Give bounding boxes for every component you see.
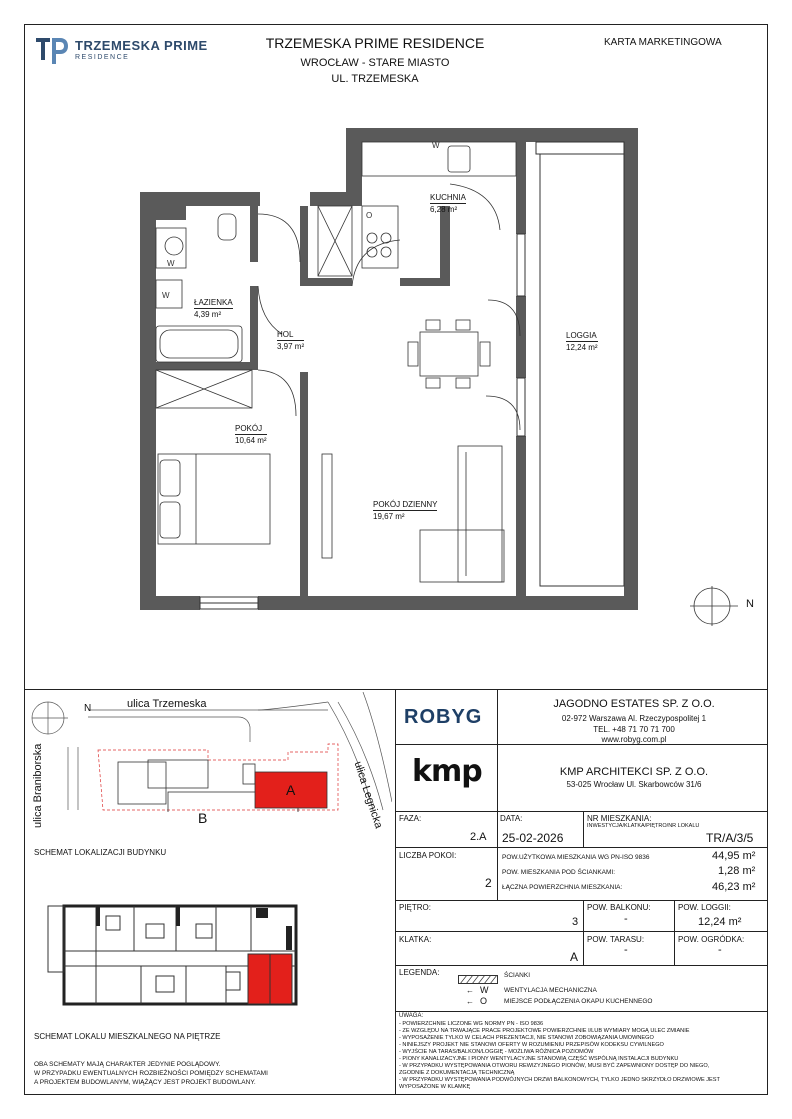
room-name: HOL [277,330,304,341]
note-line: - WYJŚCIE NA TARAS/BALKON/LOGGIĘ - MOŻLIWA RÓŻNICA POZIOMÓW [399,1049,594,1055]
note-line: - NINIEJSZY PROJEKT NIE STANOWI OFERTY W ROZUMIENIU PRZEPISÓW KODEKSU CYWILNEGO [399,1042,664,1048]
floor-schema-caption: SCHEMAT LOKALU MIESZKALNEGO NA PIĘTRZE [34,1032,221,1041]
note-line: - W PRZYPADKU WYSTĘPOWANIA OTWORU REWIZYJNEGO PIONÓW, MUSI BYĆ ZAPEWNIONY DOSTĘP DO NIEGO, [399,1063,710,1069]
partition-area-label: POW. MIESZKANIA POD ŚCIANKAMI: [502,869,616,876]
row-divider [395,965,768,966]
building-a-label: A [286,782,296,798]
row-divider [395,1011,768,1012]
row-divider [395,931,768,932]
room-area: 10,64 m² [235,436,267,445]
partition-area-value: 1,28 m² [718,865,756,877]
rooms-value: 2 [485,876,492,890]
hatch-icon [458,971,498,980]
room-label-bathroom [194,298,233,319]
developer-logo: ROBYG [404,706,483,728]
developer-name: JAGODNO ESTATES SP. Z O.O. [553,698,715,710]
total-area-label: ŁĄCZNA POWIERZCHNIA MIESZKANIA: [502,884,623,891]
loggia-value: 12,24 m² [698,916,742,928]
terrace-value: - [624,944,628,956]
garden-value: - [718,944,722,956]
room-label-living-room [373,500,437,521]
data-value: 25-02-2026 [502,831,564,845]
location-line: WROCŁAW - STARE MIASTO [300,57,450,69]
disclaimer-line: W PRZYPADKU EWENTUALNYCH ROZBIEŻNOŚCI POMIĘDZY SCHEMATAMI [34,1070,268,1077]
faza-value: 2.A [470,831,487,843]
room-label-kitchen [430,193,466,214]
document-type: KARTA MARKETINGOWA [604,37,722,48]
arrow-left-icon: ← [466,986,474,995]
location-caption: SCHEMAT LOKALIZACJI BUDYNKU [34,848,167,857]
room-label-bedroom [235,424,267,445]
col-divider [674,900,675,965]
brand-name: TRZEMESKA PRIME [75,38,208,53]
garden-label: POW. OGRÓDKA: [678,935,745,944]
plan-compass-label: N [746,598,754,610]
section-divider [24,689,768,690]
svg-text:W: W [432,141,440,150]
balcony-value: - [624,913,628,925]
row-divider [395,900,768,901]
legend-w-symbol: W [480,985,489,995]
room-name: POKÓJ DZIENNY [373,500,438,509]
room-name: KUCHNIA [430,193,467,202]
row-divider [395,847,768,848]
street-top: ulica Trzemeska [127,698,207,710]
usable-area-value: 44,95 m² [712,850,756,862]
street-line: UL. TRZEMESKA [331,73,419,85]
architect-logo: kmp [412,754,482,789]
note-line: - POWIERZCHNIE LICZONE WG NORMY PN - ISO 9836 [399,1021,544,1027]
legend-label: LEGENDA: [399,968,440,977]
room-area: 12,24 m² [566,343,598,352]
architect-address: 53-025 Wrocław Ul. Skarbowców 31/6 [566,780,702,789]
col-divider [583,811,584,847]
room-area: 6,28 m² [430,205,458,214]
rooms-label: LICZBA POKOI: [399,851,457,860]
room-name: ŁAZIENKA [194,298,233,307]
developer-phone: TEL. +48 71 70 71 700 [593,725,675,734]
loggia-label: POW. LOGGII: [678,903,731,912]
floor-value: 3 [572,916,579,928]
balcony-label: POW. BALKONU: [587,903,651,912]
location-compass-label: N [84,703,92,714]
col-divider [583,900,584,965]
legend-walls: ŚCIANKI [504,972,531,979]
developer-address: 02-972 Warszawa Al. Rzeczypospolitej 1 [561,714,707,723]
svg-text:O: O [366,211,373,220]
note-line: - ZE WZGLĘDU NA TRWAJĄCE PRACE PROJEKTOWE POWIERZCHNIE I/LUB WYMIARY MOGĄ ULEC ZMIANIE [399,1028,690,1034]
staircase-value: A [570,950,579,964]
nr-label: NR MIESZKANIA: [587,814,652,823]
note-line: - PIONY KANALIZACYJNE I PIONY WENTYLACYJNE STANOWIĄ CZĘŚĆ WSPÓLNĄ INSTALACJI BUDYNKU [399,1056,679,1062]
room-name: LOGGIA [566,331,597,340]
floor-label: PIĘTRO: [399,903,432,912]
architect-name: KMP ARCHITEKCI SP. Z O.O. [559,766,709,778]
arrow-left-icon: ← [466,997,474,1006]
legend-o-symbol: O [480,996,488,1006]
usable-area-label: POW.UŻYTKOWA MIESZKANIA WG PN-ISO 9836 [502,854,650,861]
notes-title: UWAGA: [399,1013,424,1019]
legend-ventilation: WENTYLACJA MECHANICZNA [504,987,597,994]
room-label-hall [277,330,304,351]
building-b-label: B [198,810,208,826]
floor-schema [46,896,302,1012]
faza-label: FAZA: [399,814,422,823]
disclaimer-line: OBA SCHEMATY MAJĄ CHARAKTER JEDYNIE POGLĄDOWY. [34,1061,221,1068]
street-left: ulica Braniborska [32,743,44,828]
room-label-loggia [566,331,598,352]
legend-hood: MIEJSCE PODŁĄCZENIA OKAPU KUCHENNEGO [504,998,653,1005]
row-divider [395,811,768,812]
note-line: - WYPOSAŻENIE TYLKO W CELACH PREZENTACJI, NIE STANOWI ZOBOWIĄZANIA UMOWNEGO [399,1035,654,1041]
room-area: 19,67 m² [373,512,405,521]
floor-plan [130,120,650,620]
terrace-label: POW. TARASU: [587,935,645,944]
brand-sub: RESIDENCE [75,54,130,61]
developer-web: www.robyg.com.pl [601,735,667,744]
room-area: 4,39 m² [194,310,222,319]
svg-text:W: W [167,259,175,268]
location-map [28,692,392,812]
note-line: WYPOSAŻONE W KLAMKĘ [399,1084,471,1090]
col-divider [497,811,498,847]
total-area-value: 46,23 m² [712,881,756,893]
nr-sublabel: INWESTYCJA/KLATKA/PIĘTRO/NR LOKALU [587,823,700,829]
plan-compass-icon [690,586,738,626]
disclaimer-line: A PROJEKTEM BUDOWLANYM, WIĄŻĄCY JEST PROJEKT BUDOWLANY. [34,1079,256,1086]
column-divider [395,689,396,1095]
page-title: TRZEMESKA PRIME RESIDENCE [265,35,485,51]
row-divider [395,744,768,745]
svg-text:W: W [162,291,170,300]
staircase-label: KLATKA: [399,935,432,944]
note-line: - W PRZYPADKU WYSTĘPOWANIA PODWÓJNYCH DRZWI BALKONOWYCH, TYLKO JEDNO SKRZYDŁO DRZWIOWE JEST [399,1077,720,1083]
room-area: 3,97 m² [277,342,305,351]
note-line: ZGODNIE Z DOKUMENTACJĄ TECHNICZNĄ [399,1070,515,1076]
logo-divider [497,689,498,811]
room-name: POKÓJ [235,424,267,435]
nr-value: TR/A/3/5 [706,831,754,845]
brand-logo [34,34,70,68]
data-label: DATA: [500,814,523,823]
street-right: ulica Legnicka [351,760,385,831]
col-divider [497,847,498,900]
